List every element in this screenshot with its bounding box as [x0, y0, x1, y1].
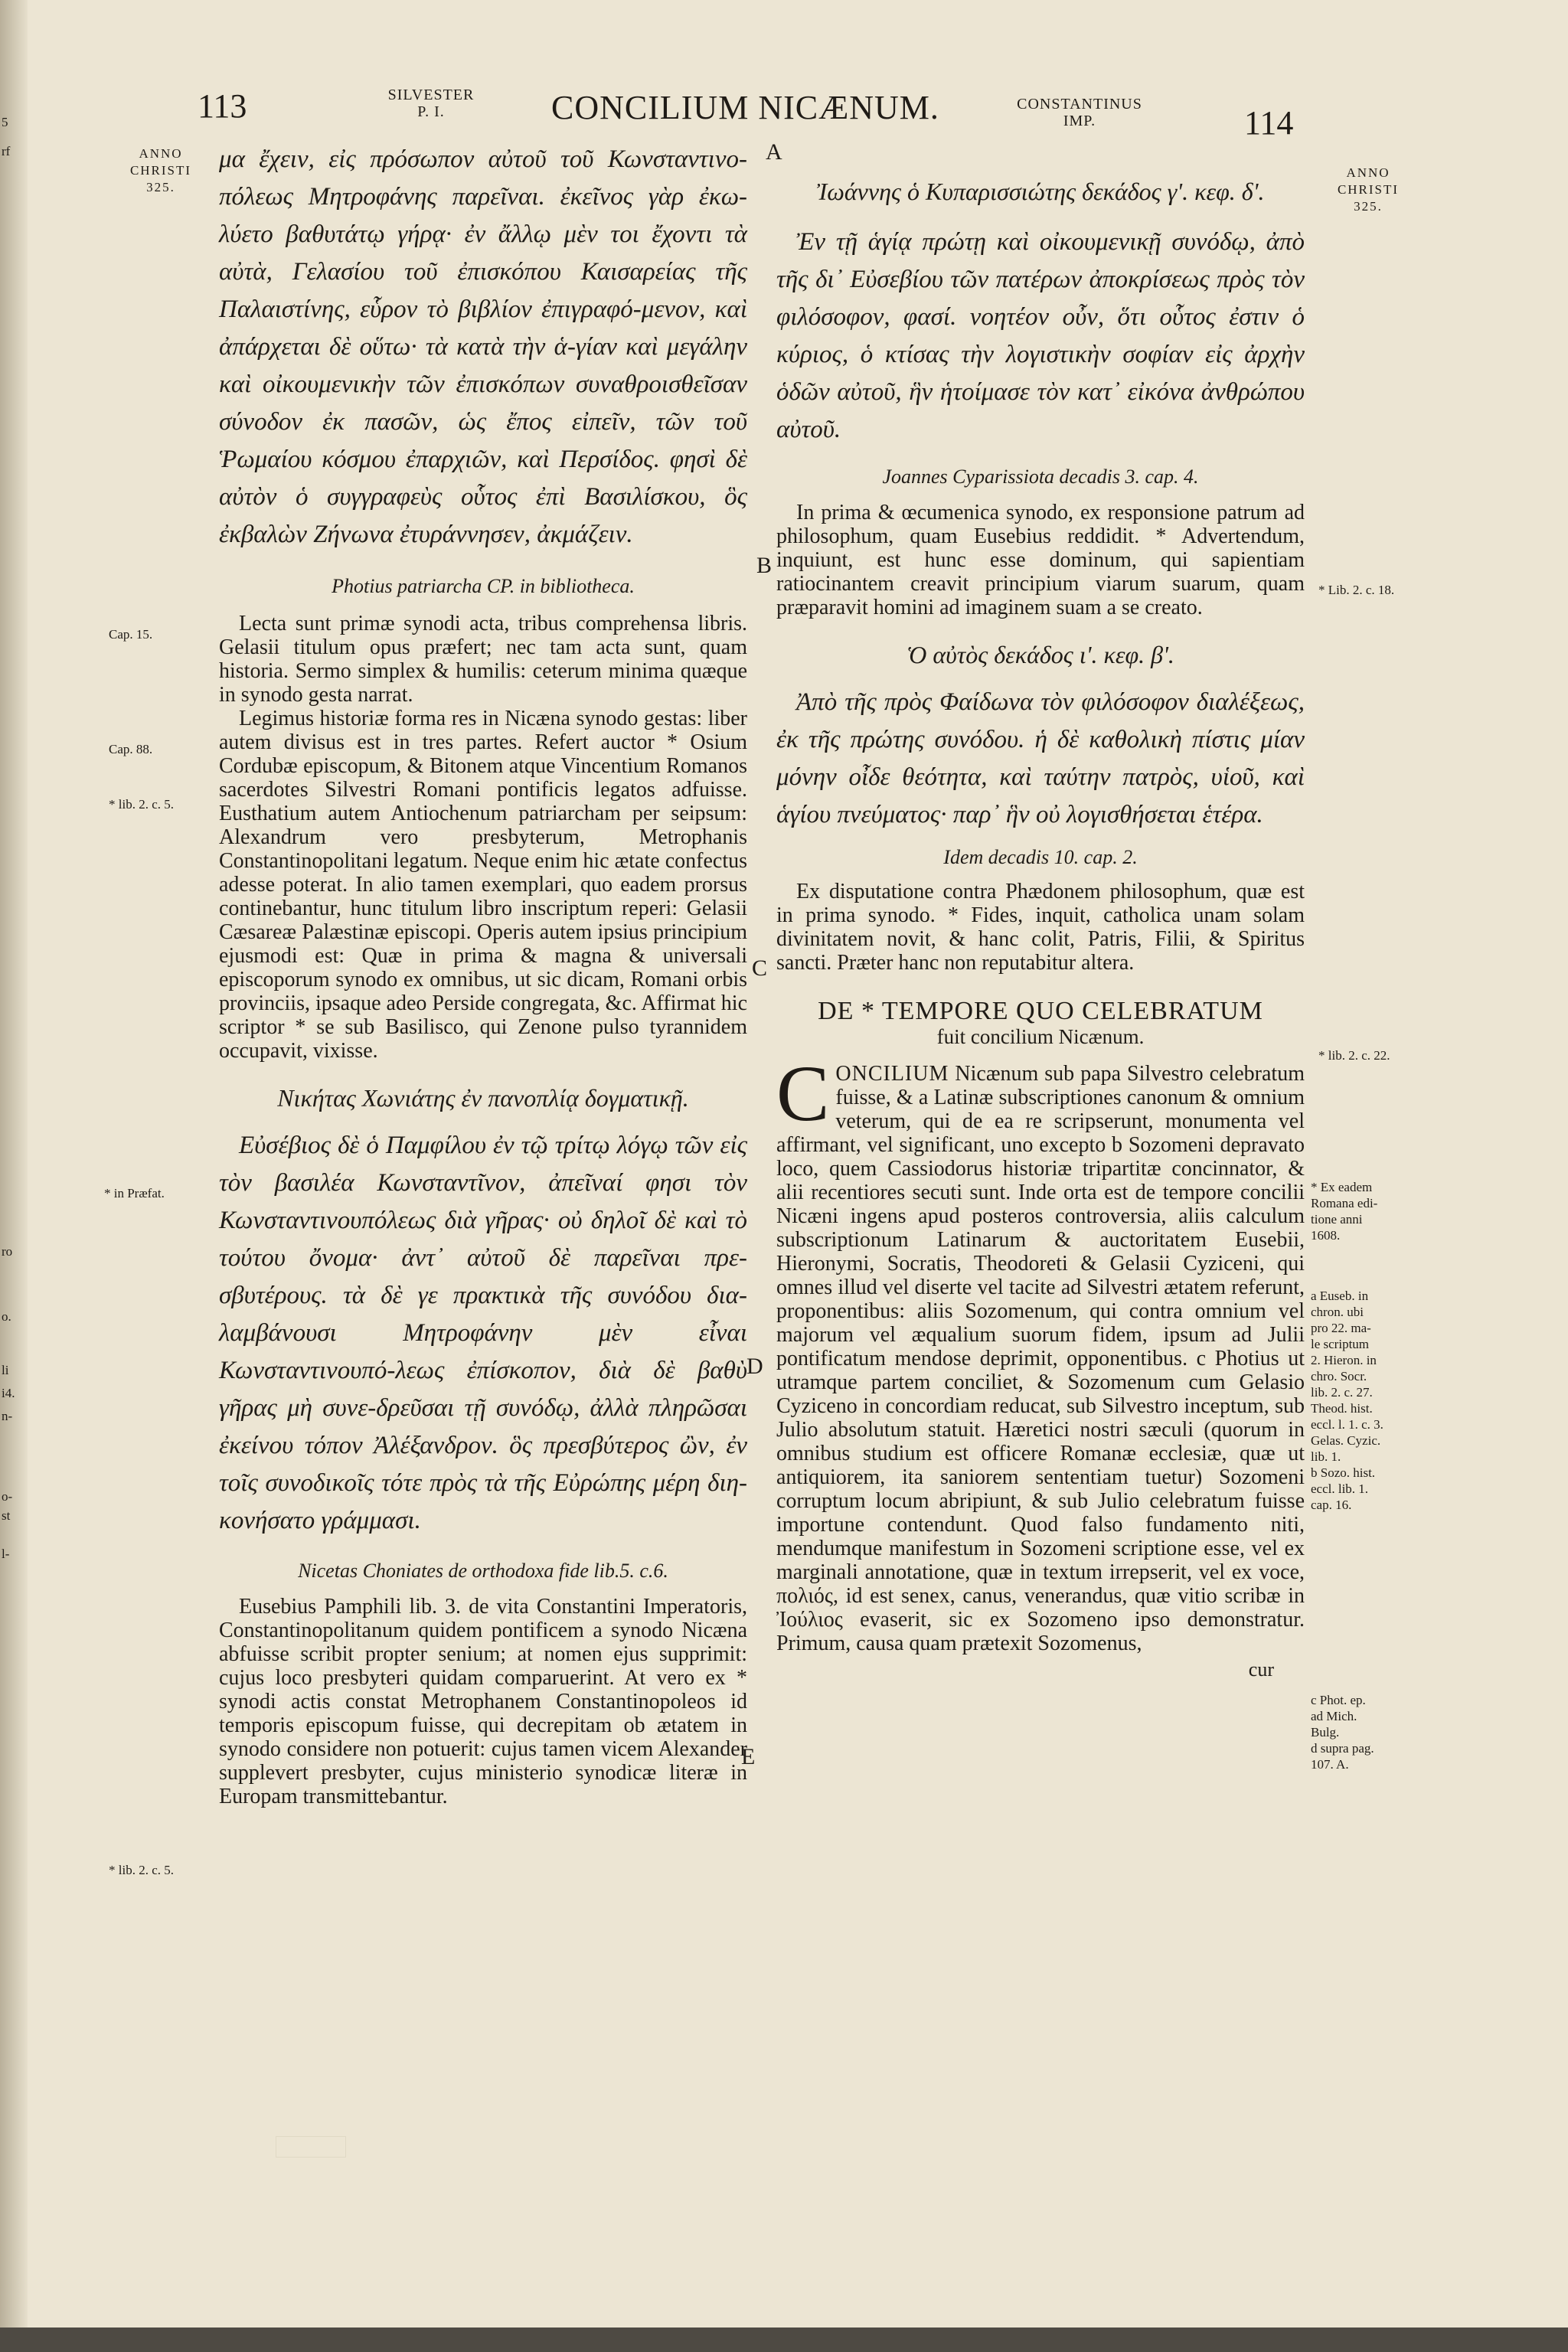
heading-nicetas: Nicetas Choniates de orthodoxa fide lib.5. c.6. [298, 1560, 668, 1582]
idem-paragraph: Ex disputatione contra Phædonem philosophum, quæ est in prima synodo. * Fides, inquit, catholica unam solam divinitatem novit, & hanc colit, Patris, Filii, & Spiritus sancti. Præter hanc non reputabitur altera. [776, 880, 1305, 975]
gutter-fragment: 5 [2, 115, 8, 129]
greek-passage-gelasius: μα ἔχειν, εἰς πρόσωπον αὐτοῦ τοῦ Κωνσταντινο-πόλεως Μητροφάνης παρεῖναι. ἐκεῖνος γὰρ ἐκω-λύετο βαθυτάτῳ γήρᾳ· ἐν ἄλλῳ μὲν τοι ἔχοντι τὰ αὐτὰ, Γελασίου τοῦ ἐπισκόπου Καισαρείας τῆς Παλαιστίνης, εὗρον τὸ βιβλίον ἐπιγραφό-μενον, καὶ ἀπάρχεται δὲ οὕτω· τὰ κατὰ τὴν ἁ-γίαν καὶ μεγάλην καὶ οἰκουμενικὴν τῶν ἐπισκόπων συναθροισθεῖσαν σύνοδον ἐκ πασῶν, ὡς ἔπος εἰπεῖν, τῶν τοῦ Ῥωμαίου κόσμου ἐπαρχιῶν, καὶ Περσίδος. φησὶ δὲ αὐτὸν ὁ συγγραφεὺς οὗτος ἐπὶ Βασιλίσκου, ὃς ἐκβαλὼν Ζήνωνα ἐτυράννησεν, ἀκμάζειν. [219, 145, 747, 548]
page-number-left: 113 [198, 87, 247, 125]
margin-notes-a-b: a Euseb. in chron. ubi pro 22. ma- le scriptum 2. Hieron. in chro. Socr. lib. 2. c. 27. Theod. hist. eccl. l. 1. c. 3. Gelas. Cyzic. lib. 1. b Sozo. hist. eccl. lib. 1. cap. 16. [1311, 1289, 1383, 1512]
section-letter-b: B [756, 553, 773, 578]
nicetas-paragraph: Eusebius Pamphili lib. 3. de vita Constantini Imperatoris, Constantinopolitanum quidem pontificem a synodo Nicæna abfuisse scribit propter senium; at nomen ejus supprimit: cujus loco presbyteri quidam comparuerint. At vero ex * synodi actis constat Metrophanem Constantinopoleos id temporis episcopum fuisse, qui decrepitam ob ætatem in synodo considere non potuerit: cujus tamen vicem Alexander supplevert presbyter, cujus ministerio synodicæ literæ in Europam transmittebantur. [219, 1595, 747, 1808]
greek-passage-eusebius: Εὐσέβιος δὲ ὁ Παμφίλου ἐν τῷ τρίτῳ λόγῳ τῶν εἰς τὸν βασιλέα Κωνσταντῖνον, ἀπεῖναί φησι τὸν Κωνσταντινουπόλεως διὰ γῆρας· οὐ δηλοῖ δὲ καὶ τὸ τούτου ὄνομα· ἀντ᾽ αὐτοῦ δὲ παρεῖναι πρε-σβυτέρους. τὰ δὲ γε πρακτικὰ τῆς συνόδου δια-λαμβάνουσι Μητροφάνην μὲν εἶναι Κωνσταντινουπό-λεως ἐπίσκοπον, διὰ δὲ βαθὺ γῆρας μὴ συνε-δρεῦσαι τῇ συνόδῳ, ἀλλὰ πληρῶσαι ἐκείνου τόπον Ἀλέξανδρον. ὃς πρεσβύτερος ὢν, ἐν τοῖς συνοδικοῖς τότε πρὸς τὰ τῆς Εὐρώπης μέρη διη-κονήσατο γράμμασι. [219, 1132, 747, 1534]
right-column [776, 176, 1305, 1681]
heading-idem: Idem decadis 10. cap. 2. [943, 846, 1138, 868]
running-head [0, 80, 1568, 142]
gutter-fragment: o. [2, 1309, 11, 1324]
margin-note-cap15: Cap. 15. [109, 627, 153, 642]
photius-paragraph-2: Legimus historiæ forma res in Nicæna synodo gestas: liber autem divisus est in tres partes. Refert auctor * Osium Cordubæ episcopum, & Bitonem atque Vincentium Romanos sacerdotes Silvestri Romani pontificis legatos adfuisse. Eusthatium autem Antiochenum patriarcham per seipsum: Alexandrum vero presbyterum, Metrophanis Constantinopolitani legatum. Neque enim hic ætate confectus adesse poterat. In alio tamen exemplari, quo eadem prorsus continebantur, hunc titulum libro inscriptum reperi: Gelasii Cæsareæ Palæstinæ episcopi. Operis autem ipsius principium ejusmodi est: Quæ in prima & magna & universali episcoporum synodo ex omnibus, ut sic dicam, Romani orbis provinciis, ipsaque adeo Perside congregata, &c. Affirmat hic scriptor * se sub Basilisco, qui Zenone pulso tyrannidem occupavit, vixisse. [219, 707, 747, 1063]
heading-joannes: Joannes Cyparissiota decadis 3. cap. 4. [882, 466, 1199, 488]
section-letter-d: D [746, 1354, 763, 1379]
book-spine [0, 0, 28, 2328]
running-head-constantinus: CONSTANTINUS IMP. [1017, 96, 1142, 129]
margin-note-lib2c22: * lib. 2. c. 22. [1318, 1048, 1390, 1063]
drop-cap: C [776, 1050, 830, 1138]
heading-autos-greek: Ὁ αὐτὸς δεκάδος ι'. κεφ. β'. [906, 641, 1174, 668]
gutter-fragment: i4. [2, 1386, 15, 1400]
gutter-fragment: o- [2, 1489, 13, 1504]
anno-christi-right: ANNO CHRISTI 325. [1337, 165, 1400, 214]
margin-note-ex-eadem: * Ex eadem Romana edi- tione anni 1608. [1311, 1180, 1378, 1243]
catchword: cur [1248, 1658, 1274, 1681]
section-letter-e: E [741, 1744, 756, 1769]
heading-de-tempore: DE * TEMPORE QUO CELEBRATUM [818, 997, 1263, 1025]
page-bottom-shadow [0, 2328, 1568, 2352]
heading-ioannes-greek: Ἰωάννης ὁ Κυπαρισσιώτης δεκάδος γ'. κεφ. δ'. [816, 178, 1265, 205]
margin-note-lib2c18: * Lib. 2. c. 18. [1318, 583, 1395, 597]
margin-note-lib2c5-b: * lib. 2. c. 5. [109, 1863, 174, 1877]
heading-niketas-greek: Νικήτας Χωνιάτης ἐν πανοπλίᾳ δογματικῇ. [277, 1084, 689, 1112]
gutter-fragment: n- [2, 1409, 13, 1423]
page-number-right: 114 [1244, 104, 1294, 142]
running-head-silvester: SILVESTER P. I. [387, 87, 475, 120]
gutter-fragment: st [2, 1508, 11, 1523]
section-letter-a: A [766, 139, 782, 165]
anno-christi-left: ANNO CHRISTI 325. [129, 146, 192, 194]
margin-notes-c-d: c Phot. ep. ad Mich. Bulg. d supra pag. 107. A. [1311, 1693, 1374, 1772]
photius-paragraph-1: Lecta sunt primæ synodi acta, tribus comprehensa libris. Gelasii titulum opus præfert; nec tam acta sunt, quam historia. Sermo simplex & humilis: ceterum minima quæque in synodo gesta narrat. [219, 612, 747, 707]
joannes-paragraph: In prima & œcumenica synodo, ex responsione patrum ad philosophum, quam Eusebius reddidit. * Advertendum, inquiunt, est hunc esse dominum, qui sapientiam ratiocinantem creavit principium viarum suarum, quam præparavit homini ad imaginem suam a se creato. [776, 501, 1305, 619]
concilium-small-caps: ONCILIUM [835, 1062, 949, 1086]
tempore-paragraph [776, 1050, 1305, 1655]
greek-passage-phaedon: Ἀπὸ τῆς πρὸς Φαίδωνα τὸν φιλόσοφον διαλέξεως, ἐκ τῆς πρώτης συνόδου. ἡ δὲ καθολικὴ πίστις μίαν μόνην οἶδε θεότητα, καὶ ταύτην πατρὸς, υἱοῦ, καὶ ἁγίου πνεύματος· παρ᾽ ἣν οὐ λογισθήσεται ἑτέρα. [776, 688, 1305, 828]
greek-passage-cyparissiota: Ἐν τῇ ἁγίᾳ πρώτῃ καὶ οἰκουμενικῇ συνόδῳ, ἀπὸ τῆς δι᾽ Εὐσεβίου τῶν πατέρων ἀποκρίσεως πρὸς τὸν φιλόσοφον, φασί. νοητέον οὖν, ὅτι οὗτος ἐστιν ὁ κύριος, ὁ κτίσας τὴν λογιστικὴν σοφίαν εἰς ἀρχὴν ὁδῶν αὐτοῦ, ἣν ἡτοίμασε τὸν κατ᾽ εἰκόνα ἀνθρώπου αὐτοῦ. [776, 228, 1305, 443]
gutter-fragment: rf [2, 144, 11, 158]
faint-stamp [276, 2136, 346, 2158]
subheading-concilium: fuit concilium Nicænum. [936, 1025, 1145, 1048]
gutter-fragment: li [2, 1363, 9, 1377]
heading-photius: Photius patriarcha CP. in bibliotheca. [332, 575, 635, 597]
margin-note-in-praefat: * in Præfat. [104, 1186, 165, 1200]
margin-note-lib2c5: * lib. 2. c. 5. [109, 797, 174, 812]
gutter-fragment: ro [2, 1244, 13, 1259]
left-column [219, 141, 747, 1808]
running-head-title: CONCILIUM NICÆNUM. [551, 89, 939, 126]
section-letter-c: C [752, 956, 768, 981]
gutter-fragment: l- [2, 1547, 10, 1561]
tempore-text: Nicænum sub papa Silvestro celebratum fuisse, & a Latinæ subscriptiones canonum & omnium veterum, qui de ea re scripserunt, monumenta vel affirmant, vel significant, uno excepto b Sozomeni depravato loco, quem Cassiodorus historiæ tripartitæ concinnator, & alii recentiores secuti sunt. Inde orta est de tempore concilii Nicæni ingens apud posteros controversia, aliis calculum subscriptionum Latinarum & auctoritatem Eusebii, Hieronymi, Socratis, Theodoreti & Gelasii Cyziceni, qui omnes illud vel diserte vel tacite ad Silvestri ætatem referunt, proponentibus: aliis Sozomenum, qui contra omnium vel majorum vel æqualium suorum fidem, ipsum ad Julii pontificatum mendose deprimit, opponentibus. c Photius ut utramque partem conciliet, & Sozomenum cum Gelasio Cyziceno in concordiam reducat, sub Silvestro inceptum, sub Julio absolutum statuit. Hæretici nostri sæculi (quorum in omnibus studium est officere Romanæ ecclesiæ, quæ ut antiquiorem, ita saniorem sententiam tuetur) Sozomeni corruptum locum abripiunt, & sub Julio celebratum fuisse importune contendunt. Quod falso fundamento niti, mendumque manifestum in Sozomeni scriptione esse, vel ex marginali annotatione, quæ in textum irrepserit, vel ex voce, πολιός, id est senex, canus, venerandus, quæ vitio scribæ in Ἰούλιος evaserit, sic ex Sozomeno ipso demonstratur. Primum, causa quam prætexit Sozomenus, [776, 1062, 1305, 1655]
margin-note-cap88: Cap. 88. [109, 742, 153, 756]
